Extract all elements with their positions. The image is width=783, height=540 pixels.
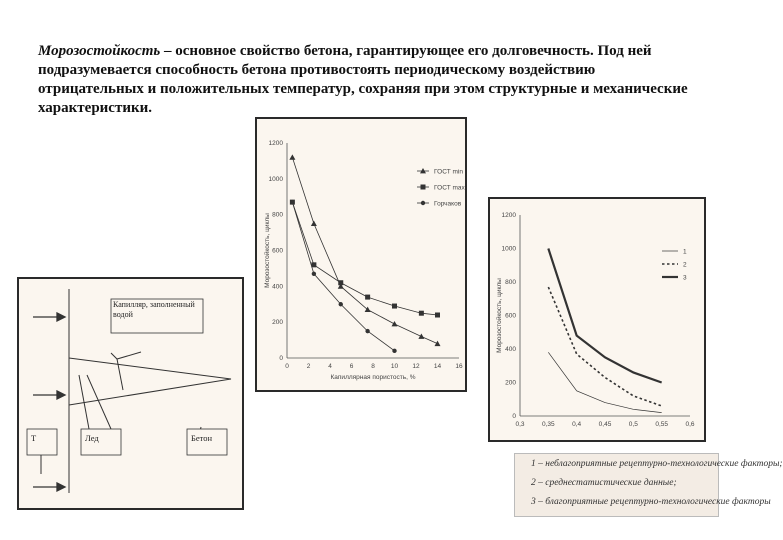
porosity-chart-svg — [257, 119, 465, 390]
x-tick-label: 10 — [390, 363, 399, 370]
factor-frost-chart — [488, 197, 706, 442]
intro-text: – основное свойство бетона, гарантирующее его долговечность. Под ней подразумевается способность бетона противостоять периодическому воздействию отрицательных и положительных температур, сохраняя при этом структурные и механические характеристики. — [38, 43, 688, 116]
x-tick-label: 0,35 — [542, 421, 555, 428]
t-label: Т — [31, 433, 37, 443]
x-tick-label: 0,45 — [598, 421, 612, 428]
circle-marker — [421, 201, 425, 205]
capillary-diagram-svg — [19, 279, 242, 508]
legend-label: ГОСТ min — [434, 168, 463, 176]
circle-marker — [339, 302, 343, 306]
capillary-label-wrap — [113, 300, 201, 332]
legend-label: ГОСТ max — [434, 184, 465, 192]
concrete-label: Бетон — [191, 433, 213, 443]
square-marker — [392, 304, 397, 309]
circle-marker — [312, 272, 316, 276]
x-tick-label: 4 — [328, 363, 332, 370]
series-line — [548, 287, 661, 406]
x-tick-label: 0,5 — [628, 421, 638, 428]
y-tick-label: 400 — [272, 283, 283, 291]
capillary-diagram — [17, 277, 244, 510]
factor-chart-svg — [490, 199, 704, 440]
x-tick-label: 2 — [306, 363, 311, 370]
capillary-pointer-line — [117, 359, 123, 390]
triangle-marker — [289, 154, 295, 159]
y-axis-label: Морозостойкость, циклы — [264, 213, 271, 288]
arrowhead-icon — [57, 483, 65, 491]
square-marker — [421, 185, 426, 190]
factor-legend-box — [514, 453, 783, 517]
triangle-marker — [435, 341, 441, 346]
y-axis-label: Морозостойкость, циклы — [496, 278, 503, 353]
y-tick-label: 200 — [272, 319, 283, 327]
legend-label: 2 — [683, 261, 687, 269]
y-tick-label: 0 — [279, 355, 283, 362]
x-axis-label: Капиллярная пористость, % — [330, 374, 416, 381]
arrowhead-icon — [57, 391, 65, 399]
y-tick-label: 600 — [505, 312, 516, 320]
y-tick-label: 0 — [512, 413, 516, 420]
y-tick-label: 1000 — [268, 175, 283, 183]
circle-marker — [392, 349, 396, 353]
series-line — [292, 202, 437, 315]
porosity-frost-chart — [255, 117, 467, 392]
capillary-label: Капилляр, заполненный водой — [113, 300, 195, 319]
x-tick-label: 6 — [349, 363, 354, 370]
capillary-wedge — [69, 358, 231, 405]
x-tick-label: 16 — [455, 363, 463, 370]
series-line — [548, 249, 661, 383]
x-tick-label: 8 — [371, 363, 375, 370]
legend-line-3: 3 – благоприятные рецептурно-технологические факторы — [531, 497, 771, 507]
x-tick-label: 0 — [285, 363, 289, 370]
triangle-marker — [311, 221, 317, 226]
circle-marker — [290, 200, 294, 204]
x-tick-label: 0,4 — [572, 421, 582, 428]
ice-label: Лед — [85, 433, 99, 443]
arrowhead-icon — [57, 313, 65, 321]
y-tick-label: 800 — [272, 211, 283, 219]
legend-line-2: 2 – среднестатистические данные; — [531, 478, 677, 488]
legend-line-1: 1 – неблагоприятные рецептурно-технологические факторы; — [531, 459, 783, 469]
x-tick-label: 14 — [433, 363, 442, 370]
y-tick-label: 200 — [505, 379, 516, 387]
x-tick-label: 0,6 — [685, 421, 695, 428]
circle-marker — [365, 329, 369, 333]
series-line — [292, 202, 394, 351]
square-marker — [338, 280, 343, 285]
legend-label: 1 — [683, 248, 687, 256]
triangle-marker — [418, 334, 424, 339]
series-line — [548, 352, 661, 412]
square-marker — [365, 295, 370, 300]
y-tick-label: 1000 — [501, 245, 516, 253]
intro-paragraph — [38, 42, 698, 118]
square-marker — [419, 311, 424, 316]
series-line — [292, 157, 437, 343]
intro-term: Морозостойкость — [38, 43, 161, 59]
triangle-marker — [392, 321, 398, 326]
capillary-label-pointer — [111, 352, 141, 359]
x-tick-label: 12 — [412, 363, 420, 370]
y-tick-label: 800 — [505, 279, 516, 286]
legend-label: 3 — [683, 274, 687, 282]
y-tick-label: 1200 — [501, 212, 516, 219]
x-tick-label: 0,3 — [515, 421, 525, 428]
y-tick-label: 400 — [505, 346, 516, 353]
x-tick-label: 0,55 — [655, 421, 668, 428]
y-tick-label: 1200 — [268, 140, 283, 147]
legend-label: Горчаков — [434, 200, 462, 208]
square-marker — [435, 313, 440, 318]
y-tick-label: 600 — [272, 247, 283, 255]
